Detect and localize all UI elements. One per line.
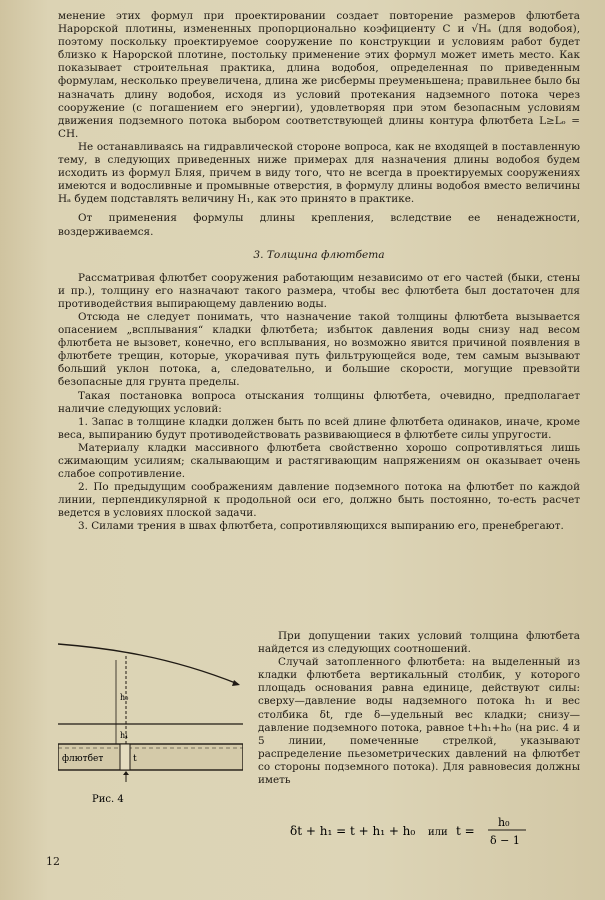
- figure-caption: Рис. 4: [92, 794, 124, 805]
- section-title: 3. Толщина флютбета: [253, 248, 385, 261]
- piezometric-line: [58, 644, 238, 684]
- paragraph: Рассматривая флютбет сооружения работающим независимо от его частей (быки, стены и пр.), толщину его назначают такого размера, чтобы вес флютбета был достаточен для противодействия выпирающему давлению воды.: [58, 271, 580, 310]
- paragraph: При допущении таких условий толщина флютбета найдется из следующих соотношений.: [258, 630, 580, 656]
- formula-t: t =: [456, 824, 475, 838]
- formula-lhs: δt + h₁ = t + h₁ + h₀: [290, 824, 416, 838]
- paragraph: 3. Силами трения в швах флютбета, сопротивляющихся выпиранию его, пренебрегают.: [78, 520, 564, 533]
- arrow-head-icon: [232, 680, 240, 686]
- paragraph: Отсюда не следует понимать, что назначение такой толщины флютбета вызывается опасением „всплывания“ кладки флютбета; избыток давления воды снизу над весом флютбета не вызовет, конечно, его всплывания, но возможно явится причиной появления в флютбете трещин, которые, укорачивая путь фильтрующейся воде, тем самым вызывают больший уклон потока, а, следовательно, и большие скорости, могущие превзойти безопасные для грунта пределы.: [58, 310, 580, 389]
- column-element: [120, 744, 130, 770]
- formula-num: h₀: [498, 816, 510, 829]
- paragraph: Такая постановка вопроса отыскания толщины флютбета, очевидно, предполагает наличие следующих условий:: [58, 389, 580, 415]
- paragraph: 1. Запас в толщине кладки должен быть по всей длине флютбета одинаков, иначе, кроме веса, выпиранию будут противодействовать развивающиеся в флютбете силы упругости.: [58, 415, 580, 441]
- paragraph: Не останавливаясь на гидравлической стороне вопроса, как не входящей в поставленную тему, в следующих приведенных ниже примерах для назначения длины водобоя будем исходить из формул Бляя, причем в виду того, что не всегда в проектируемых сооружениях имеются и водосливные и промывные отверстия, в формулу длины водобоя вместо величины Hₐ будем подставлять величину H₁, как это принято в практике.: [58, 140, 580, 206]
- label-h1: h₁: [120, 731, 129, 740]
- paragraph: 2. По предыдущим соображениям давление подземного потока на флютбет по каждой линии, перпендикулярной к продольной оси его, должно быть постоянно, то-есть расчет ведется в условиях плоской задачи.: [58, 481, 580, 520]
- formula-conj: или: [428, 827, 448, 838]
- paragraph: менение этих формул при проектировании создает повторение размеров флютбета Нарорской плотины, измененных пропорционально коэфициенту C и √Hₐ (для водобоя), поэтому поскольку проектируемое сооружение по конструкции и условиям работ будет близко к Нарорской плотине, постольку применение этих формул может иметь место. Как показывает строительная практика, длина водобоя, определенная по приведенным формулам, несколько преувеличена, длина же рисбермы преуменьшена; правильнее было бы назначать длину водобоя, исходя из условий протекания надземного потока через сооружение (с погашением его энергии), удовлетворяя при этом безопасным условиям движения подземного потока выбором соответствующей длины контура флютбета L≥Lₒ = CH.: [58, 10, 580, 140]
- paragraph: Материалу кладки массивного флютбета свойственно хорошо сопротивляться лишь сжимающим усилиям; скалывающим и растягивающим напряжениям он оказывает очень слабое сопротивление.: [58, 441, 580, 481]
- formula-den: δ − 1: [490, 834, 520, 847]
- arrow-up-icon: [123, 771, 129, 775]
- figure-4: [58, 626, 243, 816]
- label-flutbet: флютбет: [62, 754, 104, 764]
- right-column: [258, 630, 580, 787]
- formula: [290, 813, 580, 847]
- page-number: 12: [46, 855, 60, 868]
- paragraph: От применения формулы длины крепления, вследствие ее ненадежности, воздерживаемся.: [58, 212, 580, 238]
- label-t: t: [133, 754, 137, 764]
- paragraph: Случай затопленного флютбета: на выделенный из кладки флютбета вертикальный столбик, у которого площадь основания равна единице, действуют силы: сверху—давление воды надземного потока h₁ и вес столбика δt, где δ—удельный вес кладки; снизу—давление подземного потока, равное t+h₁+h₀ (на рис. 4 и 5 линии, помеченные стрелкой, указывают распределение пьезометрических давлений на флютбет со стороны подземного потока). Для равновесия должны иметь: [258, 656, 580, 787]
- label-h0: h₀: [120, 693, 129, 702]
- body-text: [58, 10, 580, 534]
